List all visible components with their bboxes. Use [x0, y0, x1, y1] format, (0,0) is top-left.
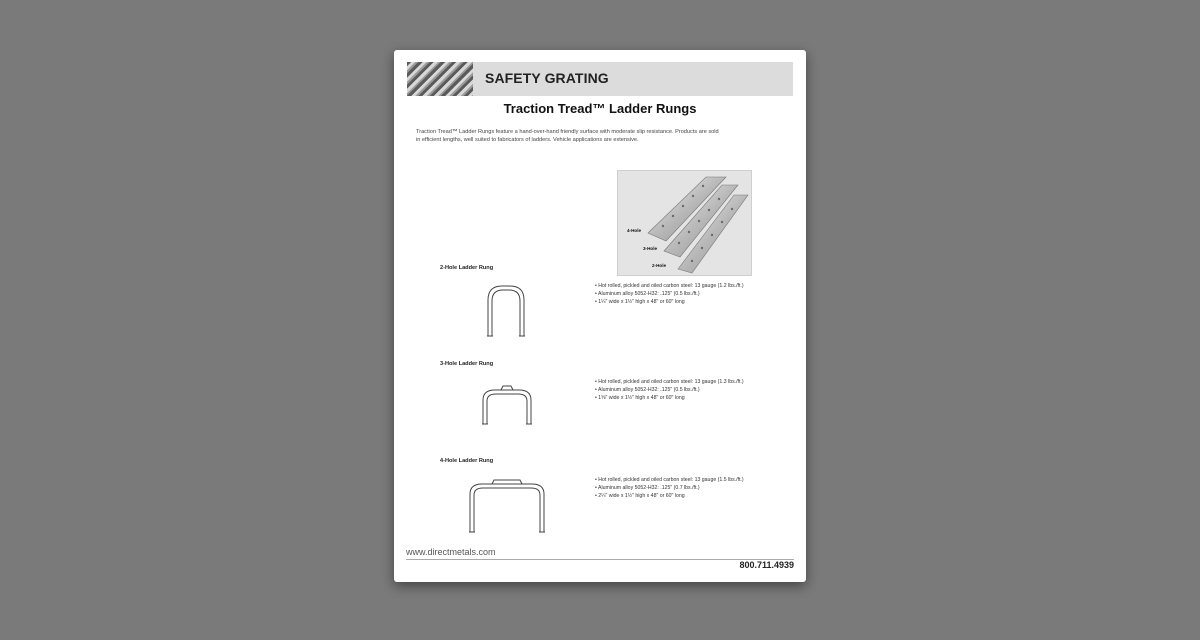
photo-label-2-hole: 2-Hole [652, 263, 667, 268]
spec-item: • Hot rolled, pickled and oiled carbon steel: 13 gauge (1.2 lbs./ft.) [595, 282, 744, 290]
footer-website-url[interactable]: www.directmetals.com [406, 547, 496, 557]
spec-item: • 1⅝" wide x 1½" high x 48" or 60" long [595, 394, 744, 402]
grating-photo [407, 62, 473, 96]
rung-title-4-hole: 4-Hole Ladder Rung [440, 458, 494, 464]
spec-item: • Hot rolled, pickled and oiled carbon steel: 13 gauge (1.5 lbs./ft.) [595, 476, 744, 484]
footer-divider [406, 559, 794, 560]
rung-title-3-hole: 3-Hole Ladder Rung [440, 361, 494, 367]
spec-item: • 2¼" wide x 1½" high x 48" or 60" long [595, 492, 744, 500]
rung-3-hole-profile-drawing [477, 380, 537, 426]
document-title: Traction Tread™ Ladder Rungs [503, 101, 697, 116]
spec-item: • 1¼" wide x 1½" high x 48" or 60" long [595, 298, 744, 306]
intro-paragraph [416, 128, 786, 144]
intro-line: in efficient lengths, well suited to fabricators of ladders. Vehicle applications are extensive. [416, 137, 639, 143]
rung-2-hole-specs [595, 282, 744, 307]
ladder-rungs-photo [617, 170, 752, 276]
photo-label-3-hole: 3-Hole [643, 246, 658, 251]
spec-item: • Hot rolled, pickled and oiled carbon steel: 13 gauge (1.3 lbs./ft.) [595, 378, 744, 386]
section-title: SAFETY GRATING [485, 70, 609, 86]
rung-2-hole-profile-drawing [482, 282, 530, 338]
spec-item: • Aluminum alloy 5052-H32: .125" (0.5 lbs./ft.) [595, 290, 744, 298]
rungs-photo-illustration [618, 171, 751, 275]
document-page [394, 50, 806, 582]
intro-line: Traction Tread™ Ladder Rungs feature a hand-over-hand friendly surface with moderate slip resistance. Products are sold [416, 129, 719, 135]
footer-phone-number: 800.711.4939 [739, 560, 794, 570]
rung-4-hole-profile-drawing [466, 476, 548, 534]
rung-4-hole-specs [595, 476, 744, 501]
spec-item: • Aluminum alloy 5052-H32: .125" (0.5 lbs./ft.) [595, 386, 744, 394]
photo-label-4-hole: 4-Hole [627, 228, 642, 233]
rung-3-hole-specs [595, 378, 744, 403]
spec-item: • Aluminum alloy 5052-H32: .125" (0.7 lbs./ft.) [595, 484, 744, 492]
rung-title-2-hole: 2-Hole Ladder Rung [440, 265, 494, 271]
